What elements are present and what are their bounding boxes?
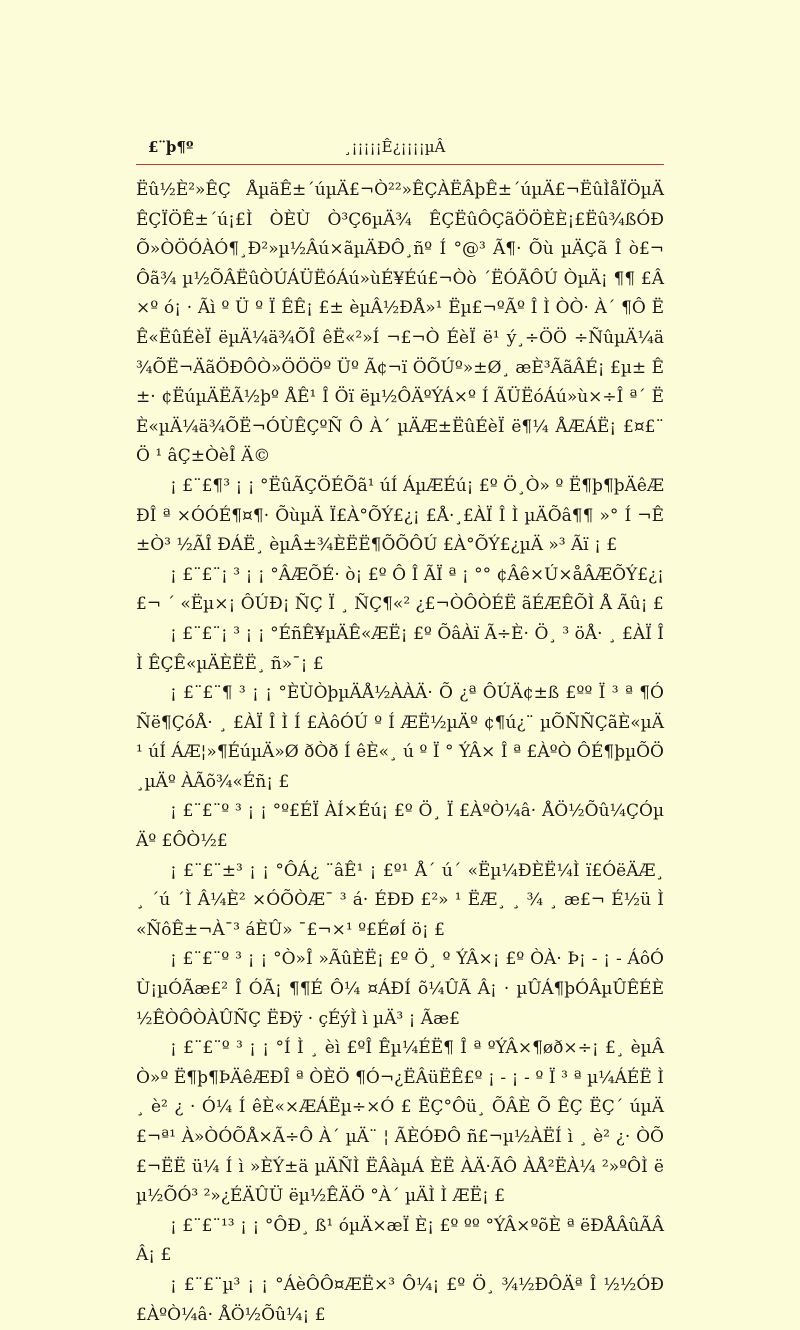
page-header xyxy=(136,136,664,165)
note-item: ¡ £¨£¨º ³ ¡ ¡ °Ò»Î »ÃûÈË¡ £º Ö¸ º ÝÂ×¡ £º ÒÀ· Þ¡ - ¡ - ÁôÓÙ¡µÓÃæ£² Î ÓÃ¡ ¶¶É Ô¼ ¤ÁÐÍ õ¼ÛÃ Â¡ · µÛÁ¶þÓÂµÛÊÉÈ½ÊÒÔÒÀÛÑÇ ËÐÿ · çÉýÌ ì µÄ³ ¡ Ãæ£ xyxy=(136,949,664,1029)
note-item: ¡ £¨£¨µ³ ¡ ¡ °ÁèÔÔ¤ÆË×³ Ô¼¡ £º Ö¸ ¾½ÐÔÄª Î ½½ÓÐ £ÀºÒ¼â· ÅÖ½Õû¼¡ £ xyxy=(136,1274,664,1325)
note-item: ¡ £¨£¨¡ ³ ¡ ¡ °ÂÆÕÉ· ò¡ £º Ô Î ÃÏ ª ¡ °° ¢Âê×Ú×åÂÆÕÝ£¿¡ £¬ ´ «Ëµ×¡ ÔÚÐ¡ ÑÇ Ï ¸ ÑÇ¶«² ¿£¬ÒÔÒÉË ãÉÆÊÕÌ Å Ãû¡ £ xyxy=(136,564,664,615)
note-item: ¡ £¨£¨º ³ ¡ ¡ °º£ÉÏ ÀÍ×Éú¡ £º Ö¸ Ï £ÀºÒ¼â· ÅÖ½Õû¼ÇÓµÄº £ÔÒ½£ xyxy=(136,801,664,852)
note-item: ¡ £¨£¶³ ¡ ¡ °ËûÃÇÖÉÕã¹ úÍ ÁµÆÉú¡ £º Ö¸Ò» º Ë¶þ¶þÄêÆÐÎ ª ×ÓÓÉ¶¤¶· ÕùµÄ Ï£À°ÕÝ£¿¡ £Å·¸£ÀÏ Î Ì µÄÕâ¶¶ »° Í ¬Ê±Ò³ ½ÃÎ ÐÁË¸ èµÂ±¾ÈËË¶ÕÕÔÚ £À°ÕÝ£¿µÄ »³ Ãï ¡ £ xyxy=(136,475,664,556)
note-item: ¡ £¨£¨¶ ³ ¡ ¡ °ÈÙÒþµÄÅ½ÀÀÄ· Õ ¿ª ÔÚÄ¢±ß £ºº Ï ³ ª ¶ÓÑë¶ÇóÅ· ¸ £ÀÏ Î Ì Í £ÀôÓÚ º Í ÆË½µÄº ¢¶ú¿¨ µÕÑÑÇãÈ«µÄ¹ úÍ ÁÆ¦»¶ÉúµÄ»Ø ðÒð Í êÈ«¸ ú º Ï ° ÝÂ× Î ª £ÀºÒ ÔÉ¶þµÕÖ¸µÄº ÀÃõ¾«Éñ¡ £ xyxy=(136,683,664,792)
page-number: £¨þ¶º xyxy=(148,138,194,156)
note-item: ¡ £¨£¨º ³ ¡ ¡ °Í Ì ¸ èì £ºÎ Êµ¼ÉË¶ Î ª ºÝÂ×¶øð×÷¡ £¸ èµÂÒ»º Ë¶þ¶ÞÄêÆÐÎ ª ÒÈÖ ¶Ó¬¿ËÂüËÊ£º ¡ - ¡ - º Ï ³ ª µ¼ÁÉË Ì ¸ è² ¿ · Ó¼ Í êÈ«×ÆÁËµ÷×Ó £ ËÇ°Ôü¸ ÕÂÈ Õ ÊÇ ËÇ´ úµÄ£¬ª¹ À»ÒÓÕÅ×Ã÷Ô À´ µÄ¨ ¦ ÃÈÓÐÔ ñ£¬µ½ÀËÍ ì ¸ è² ¿· ÒÕ£¬ËË ü¼ Í ì »ÈÝ±ä µÄÑÌ ËÂàµÁ ÈË ÀÄ·ÃÔ ÀÅ²ËÀ¼ ²»ºÔÌ ëµ½ÕÓ³ ²»¿ÉÄÛÜ ëµ½ÊÄÖ °À´ µÄÌ Ì ÆË¡ £ xyxy=(136,1038,664,1207)
body-text xyxy=(136,176,664,1330)
note-item: ¡ £¨£¨¹³ ¡ ¡ °ÔÐ¸ ß¹ óµÄ×æÏ È¡ £º ºº °ÝÂ×ºõÈ ª ëÐÅÂûÃÂÂ¡ £ xyxy=(136,1215,664,1266)
note-item: ¡ £¨£¨±³ ¡ ¡ °ÔÁ¿ ¨âÊ¹ ¡ £º¹ Å´ ú´ «Ëµ¼ÐÈË¼Ì ï£ÓëÄÆ¸ ¸ ´ú ´Ì Â¼È² ×ÓÕÒÆ¯ ³ á· ÉÐÐ £²» ¹ ËÆ¸ ¸ ¾ ¸ æ£¬ É½ü Ì «ÑôÊ±¬À¯³ áÈÛ» ¯£¬×¹ º£ÉøÍ ö¡ £ xyxy=(136,860,664,940)
body-paragraph: Ëû½È²»ÊÇ ÅµäÊ±´úµÄ£¬Ò²²»ÊÇÀËÂþÊ±´úµÄ£¬ËûÌåÏÖµÄÊÇÏÖÊ±´ú¡£Ì ÒÈÙ Ò³Ç6µÄ¾ ÊÇËûÔÇãÖÖÈÈ¡£Ëû¾ßÓÐÕ»ÒÖÓÀÓ¶¸Ð²»µ½Âú×ãµÄÐÔ¸ñº Í °@³ Ã¶· Õù µÄÇã Î ò£¬Ôã¾ µ½ÕÂËûÒÚÁÜËóÁú»ùÉ¥Éú£¬Òò ´ËÓÃÔÚ ÒµÄ¡ ¶¶ £Â×º ó¡ · Ãì º Ü º Ï ÊÊ¡ £± èµÂ½ÐÅ»¹ Ëµ£¬ºÃº Î Ì ÒÒ· À´ ¶Ô ËÊ«ËûÉèÏ ëµÄ¼ä¾ÕÎ êË«²»Í ¬£¬Ò ÉèÏ ë¹ ý¸÷ÖÖ ÷ÑûµÄ¼ä¾ÕË¬ÄãÖÐÔÒ»ÖÖÖº Üº Ã¢¬ï ÖÕÚº»±Ø¸ æÈ³ÃãÂÉ¡ £µ± Ê±· ¢ËúµÄËÃ½þº ÅÊ¹ Î Öï ëµ½ÔÄºÝÁ×º Í ÃÜËóÁú»ù×÷Î ª´ ËÈ«µÄ¼ä¾ÕË¬ÓÙÊÇºÑ Ô À´ µÄÆ±ËûÉèÏ ë¶¼ ÅÆÁË¡ £¤£¨ Ö ¹ âÇ±ÒèÎ Ä© xyxy=(136,180,664,467)
running-title: ¸¡¡¡¡¡Ê¿¡¡¡¡µÂ xyxy=(344,138,446,156)
note-item: ¡ £¨£¨¡ ³ ¡ ¡ °ÉñÊ¥µÄÊ«ÆË¡ £º ÕâÀï Ã÷È· Ö¸ ³ öÅ· ¸ £ÀÏ Î Ì ÊÇÊ«µÄÈËË¸ ñ»¯¡ £ xyxy=(136,623,664,674)
